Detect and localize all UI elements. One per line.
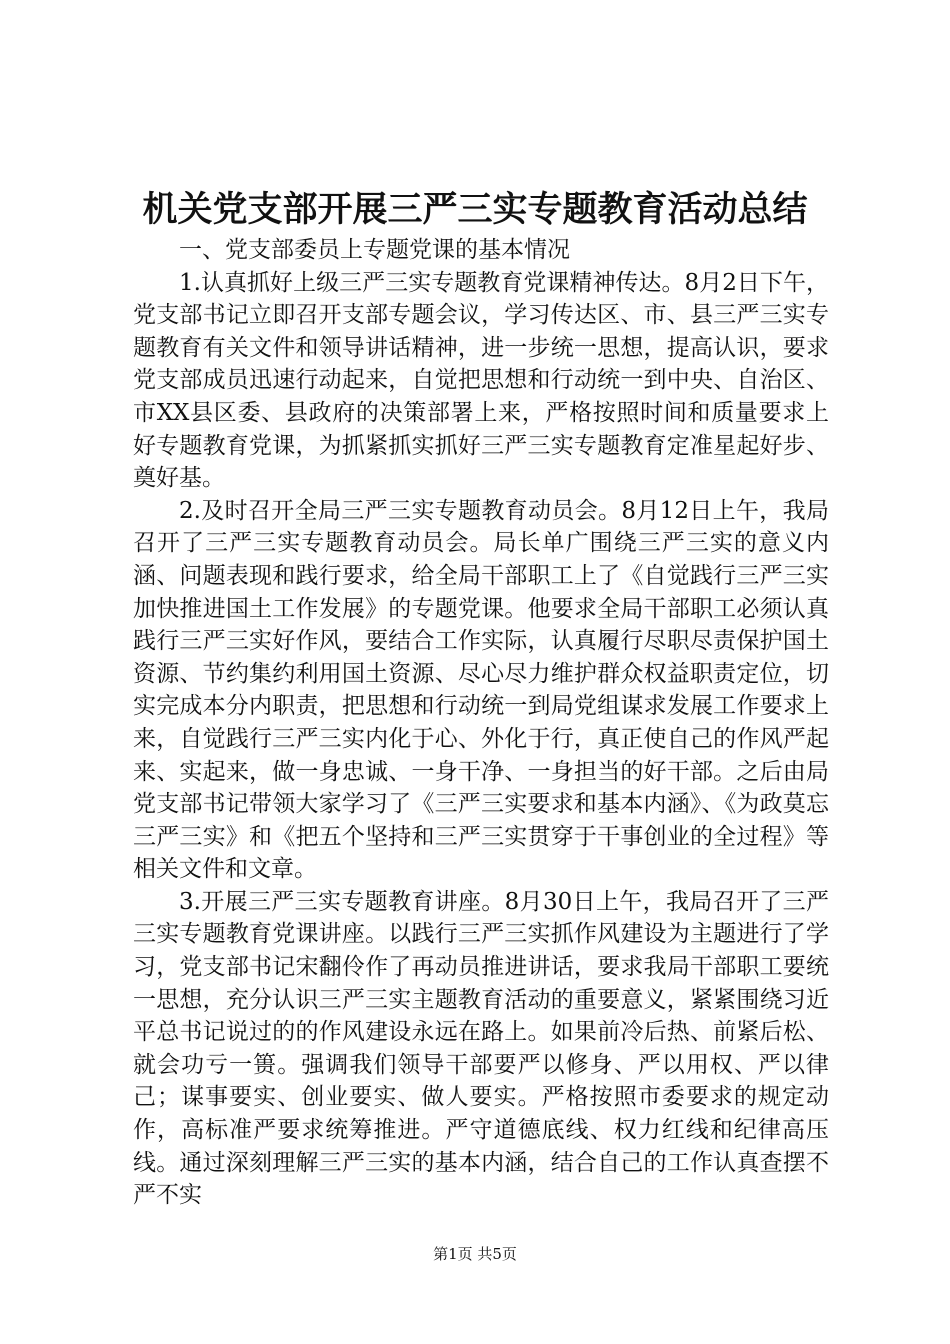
body-paragraph: 2.及时召开全局三严三实专题教育动员会。8月12日上午，我局召开了三严三实专题教育动员会。局长单广围绕三严三实的意义内涵、问题表现和践行要求，给全局干部职工上了《自觉践行三严三实加快推进国土工作发展》的专题党课。他要求全局干部职工必须认真践行三严三实好作风，要结合工作实际，认真履行尽职尽责保护国土资源、节约集约利用国土资源、尽心尽力维护群众权益职责定位，切实完成本分内职责，把思想和行动统一到局党组谋求发展工作要求上来，自觉践行三严三实内化于心、外化于行，真正使自己的作风严起来、实起来，做一身忠诚、一身干净、一身担当的好干部。之后由局党支部书记带领大家学习了《三严三实要求和基本内涵》、《为政莫忘三严三实》和《把五个坚持和三严三实贯穿于干事创业的全过程》等相关文件和文章。 xyxy=(133,497,829,883)
body-paragraph: 3.开展三严三实专题教育讲座。8月30日上午，我局召开了三严三实专题教育党课讲座。以践行三严三实抓作风建设为主题进行了学习，党支部书记宋翻伶作了再动员推进讲话，要求我局干部职工要统一思想，充分认识三严三实主题教育活动的重要意义，紧紧围绕习近平总书记说过的的作风建设永远在路上。如果前冷后热、前紧后松、就会功亏一篑。强调我们领导干部要严以修身、严以用权、严以律己；谋事要实、创业要实、做人要实。严格按照市委要求的规定动作，高标准严要求统筹推进。严守道德底线、权力红线和纪律高压线。通过深刻理解三严三实的基本内涵，结合自己的工作认真查摆不严不实 xyxy=(133,888,829,1209)
document-title: 机关党支部开展三严三实专题教育活动总结 xyxy=(142,189,808,230)
body-paragraph: 1.认真抓好上级三严三实专题教育党课精神传达。8月2日下午，党支部书记立即召开支部专题会议，学习传达区、市、县三严三实专题教育有关文件和领导讲话精神，进一步统一思想，提高认识，要求党支部成员迅速行动起来，自觉把思想和行动统一到中央、自治区、市XX县区委、县政府的决策部署上来，严格按照时间和质量要求上好专题教育党课，为抓紧抓实抓好三严三实专题教育定准星起好步、奠好基。 xyxy=(133,269,829,492)
page-number-footer: 第1页 共5页 xyxy=(433,1245,517,1263)
section-heading: 一、党支部委员上专题党课的基本情况 xyxy=(179,237,570,263)
document-body xyxy=(133,234,829,1212)
